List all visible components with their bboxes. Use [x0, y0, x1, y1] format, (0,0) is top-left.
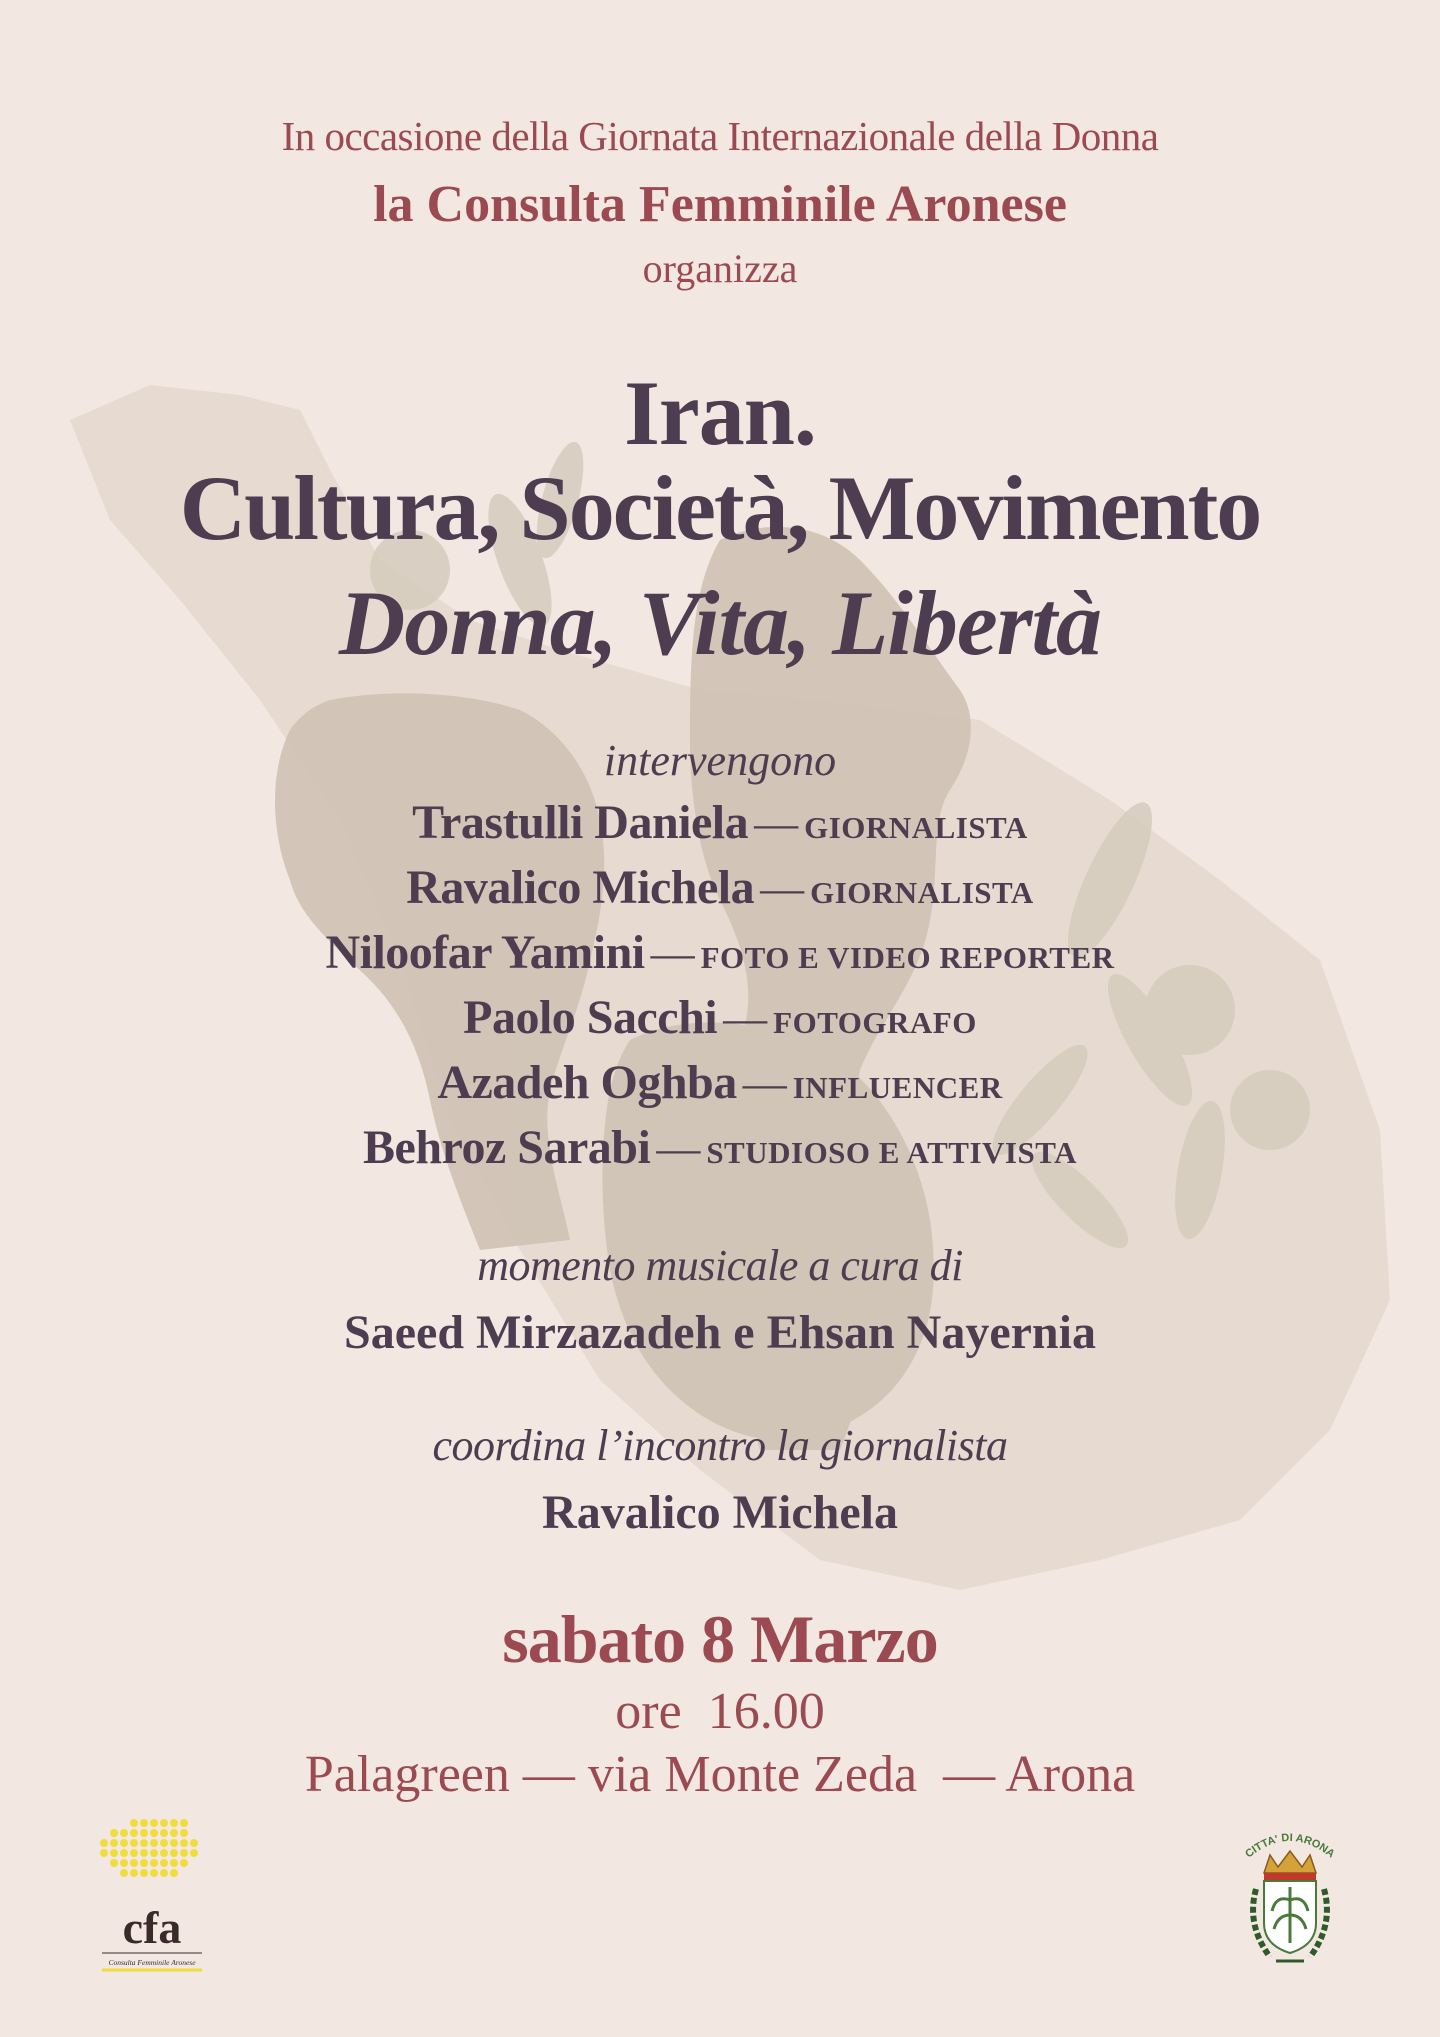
cfa-logo-dot — [140, 1859, 148, 1867]
coordinator-label: coordina l’incontro la giornalista — [432, 1421, 1008, 1470]
speaker-row — [0, 860, 1440, 915]
cfa-logo-dot — [190, 1849, 198, 1857]
cfa-logo-dot — [150, 1819, 158, 1827]
cfa-logo-dot — [100, 1849, 108, 1857]
cfa-logo-dot — [180, 1819, 188, 1827]
cfa-logo-letters: cfa — [122, 1902, 182, 1953]
cfa-logo-dot — [160, 1859, 168, 1867]
cfa-logo-dot — [140, 1839, 148, 1847]
cfa-logo-dots — [100, 1819, 198, 1877]
cfa-logo-dot — [110, 1849, 118, 1857]
speaker-role: FOTOGRAFO — [773, 1005, 977, 1040]
cfa-logo-dot — [150, 1869, 158, 1877]
cfa-logo-dot — [160, 1819, 168, 1827]
speaker-separator: — — [656, 1124, 701, 1173]
cfa-logo-dot — [130, 1849, 138, 1857]
music-performers: Saeed Mirzazadeh e Ehsan Nayernia — [344, 1306, 1096, 1359]
crown-icon — [1264, 1851, 1316, 1873]
speaker-role: GIORNALISTA — [810, 875, 1034, 910]
speaker-separator: — — [723, 994, 768, 1043]
speaker-role: INFLUENCER — [792, 1070, 1003, 1105]
speaker-name: Ravalico Michela — [406, 861, 755, 914]
cfa-logo-dot — [150, 1859, 158, 1867]
speaker-separator: — — [760, 864, 805, 913]
cfa-logo-dot — [120, 1849, 128, 1857]
speaker-role: GIORNALISTA — [804, 810, 1028, 845]
cfa-logo-dot — [120, 1839, 128, 1847]
cfa-logo-dot — [160, 1839, 168, 1847]
cfa-logo-dot — [170, 1829, 178, 1837]
cfa-logo-dot — [150, 1839, 158, 1847]
cfa-logo — [96, 1815, 208, 1973]
speaker-name: Niloofar Yamini — [325, 926, 645, 979]
cfa-logo-dot — [180, 1859, 188, 1867]
event-time: ore 16.00 — [615, 1683, 825, 1740]
speaker-row — [0, 1055, 1440, 1110]
cfa-logo-dot — [170, 1849, 178, 1857]
cfa-logo-dot — [120, 1829, 128, 1837]
speakers-label: intervengono — [603, 736, 837, 785]
speaker-name: Paolo Sacchi — [463, 991, 718, 1044]
cfa-logo-dot — [170, 1859, 178, 1867]
cfa-logo-dot — [170, 1839, 178, 1847]
cfa-logo-dot — [140, 1819, 148, 1827]
cfa-logo-dot — [140, 1869, 148, 1877]
cfa-logo-dot — [170, 1869, 178, 1877]
speaker-name: Behroz Sarabi — [363, 1121, 651, 1174]
cfa-logo-dot — [130, 1819, 138, 1827]
title-line-3: Donna, Vita, Libertà — [338, 572, 1102, 674]
cfa-logo-dot — [190, 1839, 198, 1847]
cfa-logo-dot — [110, 1829, 118, 1837]
speaker-name: Trastulli Daniela — [412, 796, 749, 849]
cfa-logo-dot — [140, 1849, 148, 1857]
cfa-logo-dot — [160, 1869, 168, 1877]
speaker-separator: — — [754, 799, 799, 848]
cfa-logo-dot — [130, 1829, 138, 1837]
cfa-logo-dot — [180, 1849, 188, 1857]
cfa-logo-dot — [160, 1849, 168, 1857]
cfa-logo-dot — [120, 1869, 128, 1877]
cfa-logo-dot — [160, 1829, 168, 1837]
cfa-logo-dot — [100, 1839, 108, 1847]
cfa-logo-dot — [170, 1819, 178, 1827]
speaker-row — [0, 1120, 1440, 1175]
coordinator-name: Ravalico Michela — [542, 1486, 898, 1539]
cfa-logo-dot — [110, 1859, 118, 1867]
cfa-logo-dot — [150, 1849, 158, 1857]
cfa-logo-dot — [110, 1839, 118, 1847]
event-venue: Palagreen — via Monte Zeda — Arona — [304, 1746, 1136, 1803]
organizza-text: organizza — [642, 246, 798, 291]
cfa-logo-dot — [150, 1829, 158, 1837]
speaker-row — [0, 925, 1440, 980]
event-date: sabato 8 Marzo — [502, 1601, 938, 1677]
cfa-logo-dot — [130, 1869, 138, 1877]
title-line-2: Cultura, Società, Movimento — [179, 457, 1261, 559]
speaker-row — [0, 990, 1440, 1045]
intro-text: In occasione della Giornata Internazionale della Donna — [281, 113, 1159, 159]
speaker-name: Azadeh Oghba — [437, 1056, 737, 1109]
speaker-row — [0, 795, 1440, 850]
cfa-logo-dot — [180, 1839, 188, 1847]
speaker-separator: — — [742, 1059, 787, 1108]
organizer-name: la Consulta Femminile Aronese — [373, 176, 1067, 233]
arona-coat-of-arms — [1240, 1825, 1340, 1975]
music-label: momento musicale a cura di — [477, 1241, 963, 1290]
cfa-logo-dot — [130, 1859, 138, 1867]
cfa-logo-dot — [130, 1839, 138, 1847]
cfa-logo-dot — [180, 1829, 188, 1837]
speaker-role: STUDIOSO E ATTIVISTA — [706, 1135, 1077, 1170]
speaker-role: FOTO E VIDEO REPORTER — [700, 940, 1115, 975]
title-line-1: Iran. — [624, 362, 816, 464]
cfa-logo-dot — [120, 1859, 128, 1867]
cfa-logo-dot — [140, 1829, 148, 1837]
arona-caption: CITTA' DI ARONA — [1243, 1831, 1337, 1861]
speaker-separator: — — [650, 929, 695, 978]
cfa-logo-caption: Consulta Femminile Aronese — [108, 1958, 196, 1967]
